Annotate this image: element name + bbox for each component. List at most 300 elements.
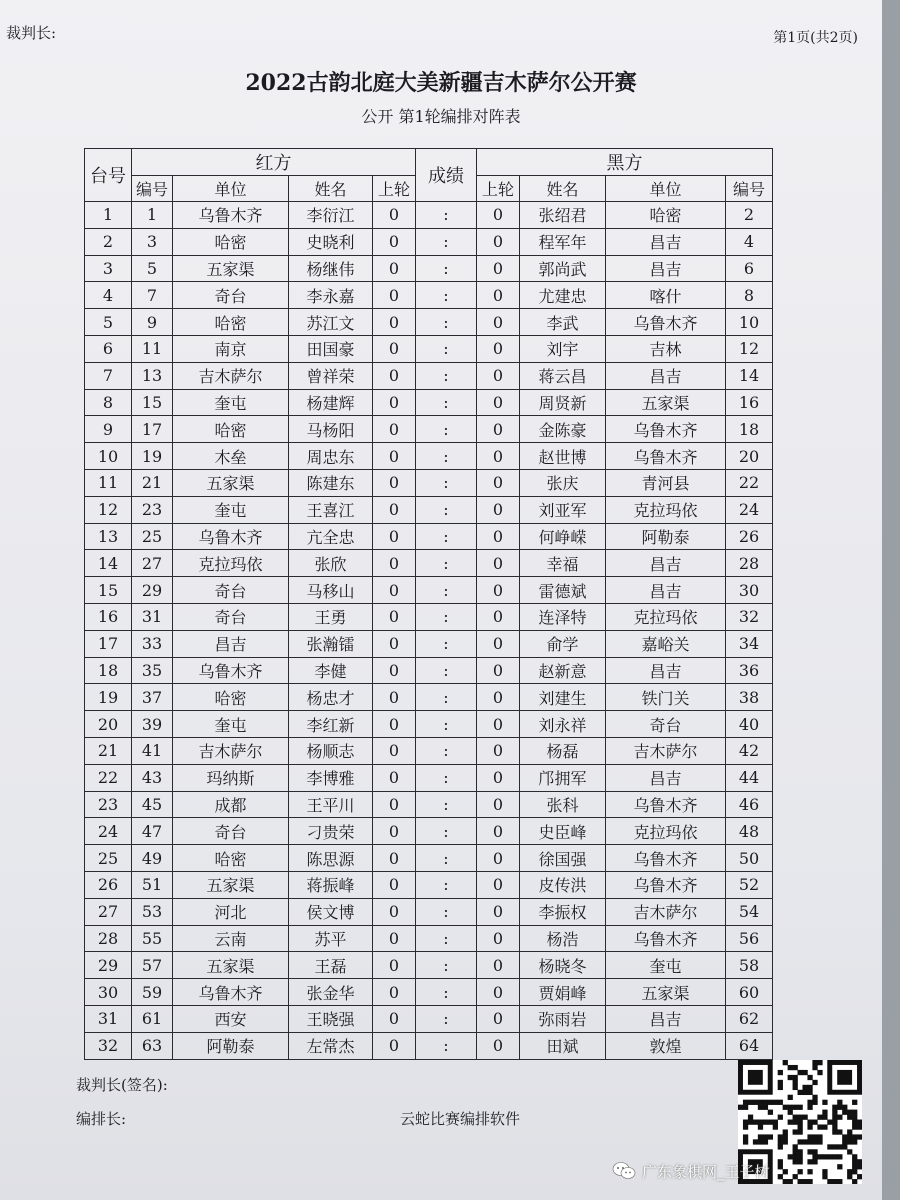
cell-black-name: 金陈豪: [520, 416, 606, 443]
header-red-no: 编号: [132, 176, 173, 202]
cell-black-name: 雷德斌: [520, 577, 606, 604]
cell-black-name: 徐国强: [520, 845, 606, 872]
cell-black-unit: 昌吉: [606, 362, 726, 389]
cell-red-prev: 0: [373, 952, 416, 979]
header-black-no: 编号: [726, 176, 773, 202]
cell-black-no: 40: [726, 711, 773, 738]
cell-red-no: 51: [132, 871, 173, 898]
cell-board: 15: [85, 577, 132, 604]
cell-board: 9: [85, 416, 132, 443]
cell-black-name: 弥雨岩: [520, 1005, 606, 1032]
cell-red-unit: 玛纳斯: [173, 764, 289, 791]
cell-black-unit: 昌吉: [606, 255, 726, 282]
cell-red-name: 王勇: [289, 603, 373, 630]
cell-board: 19: [85, 684, 132, 711]
cell-black-name: 杨浩: [520, 925, 606, 952]
cell-score: :: [416, 791, 477, 818]
cell-red-no: 45: [132, 791, 173, 818]
cell-black-prev: 0: [477, 282, 520, 309]
cell-red-name: 王平川: [289, 791, 373, 818]
cell-red-name: 李衍江: [289, 202, 373, 229]
table-row: [85, 255, 773, 282]
header-red-side: 红方: [132, 149, 416, 176]
cell-black-unit: 昌吉: [606, 228, 726, 255]
cell-black-unit: 五家渠: [606, 389, 726, 416]
cell-red-no: 31: [132, 603, 173, 630]
cell-red-prev: 0: [373, 979, 416, 1006]
cell-red-unit: 奇台: [173, 577, 289, 604]
cell-red-name: 周忠东: [289, 443, 373, 470]
cell-red-unit: 云南: [173, 925, 289, 952]
cell-red-unit: 吉木萨尔: [173, 362, 289, 389]
cell-red-prev: 0: [373, 1005, 416, 1032]
cell-black-name: 赵新意: [520, 657, 606, 684]
cell-red-name: 李健: [289, 657, 373, 684]
cell-board: 27: [85, 898, 132, 925]
table-row: [85, 630, 773, 657]
cell-black-prev: 0: [477, 818, 520, 845]
cell-red-name: 马移山: [289, 577, 373, 604]
cell-black-no: 60: [726, 979, 773, 1006]
cell-red-name: 马杨阳: [289, 416, 373, 443]
cell-red-prev: 0: [373, 469, 416, 496]
table-row: [85, 871, 773, 898]
cell-black-unit: 乌鲁木齐: [606, 443, 726, 470]
cell-red-prev: 0: [373, 523, 416, 550]
page-subtitle: 公开 第1轮编排对阵表: [361, 107, 521, 126]
table-row: [85, 818, 773, 845]
cell-red-unit: 哈密: [173, 416, 289, 443]
cell-red-no: 63: [132, 1032, 173, 1059]
cell-red-prev: 0: [373, 845, 416, 872]
cell-board: 26: [85, 871, 132, 898]
cell-black-no: 24: [726, 496, 773, 523]
cell-red-name: 王磊: [289, 952, 373, 979]
cell-score: :: [416, 255, 477, 282]
cell-red-no: 49: [132, 845, 173, 872]
header-result: 成绩: [416, 149, 477, 202]
header-red-unit: 单位: [173, 176, 289, 202]
cell-red-no: 1: [132, 202, 173, 229]
cell-red-name: 王喜江: [289, 496, 373, 523]
cell-black-unit: 乌鲁木齐: [606, 309, 726, 336]
cell-black-no: 30: [726, 577, 773, 604]
header-black-side: 黑方: [477, 149, 773, 176]
cell-score: :: [416, 711, 477, 738]
cell-black-prev: 0: [477, 898, 520, 925]
cell-red-name: 左常杰: [289, 1032, 373, 1059]
table-row: [85, 523, 773, 550]
software-credit: 云蛇比赛编排软件: [400, 1110, 521, 1128]
referee-label-top: 裁判长:: [6, 24, 57, 42]
cell-black-name: 李武: [520, 309, 606, 336]
table-row: [85, 496, 773, 523]
cell-red-prev: 0: [373, 202, 416, 229]
cell-board: 16: [85, 603, 132, 630]
cell-red-unit: 成都: [173, 791, 289, 818]
cell-red-name: 亢全忠: [289, 523, 373, 550]
table-row: [85, 577, 773, 604]
cell-black-no: 28: [726, 550, 773, 577]
cell-board: 5: [85, 309, 132, 336]
cell-black-prev: 0: [477, 523, 520, 550]
cell-red-name: 侯文博: [289, 898, 373, 925]
cell-red-unit: 吉木萨尔: [173, 737, 289, 764]
cell-score: :: [416, 818, 477, 845]
cell-red-prev: 0: [373, 496, 416, 523]
cell-black-name: 刘宇: [520, 335, 606, 362]
cell-red-prev: 0: [373, 791, 416, 818]
cell-black-prev: 0: [477, 845, 520, 872]
cell-red-prev: 0: [373, 1032, 416, 1059]
cell-board: 6: [85, 335, 132, 362]
table-row: [85, 309, 773, 336]
referee-sign-label: 裁判长(签名):: [76, 1076, 168, 1094]
cell-black-name: 刘建生: [520, 684, 606, 711]
cell-score: :: [416, 362, 477, 389]
cell-board: 25: [85, 845, 132, 872]
cell-board: 11: [85, 469, 132, 496]
cell-red-prev: 0: [373, 603, 416, 630]
cell-red-unit: 奎屯: [173, 389, 289, 416]
cell-red-unit: 乌鲁木齐: [173, 657, 289, 684]
cell-red-no: 61: [132, 1005, 173, 1032]
cell-black-prev: 0: [477, 791, 520, 818]
cell-black-unit: 克拉玛依: [606, 603, 726, 630]
cell-red-name: 杨继伟: [289, 255, 373, 282]
cell-red-name: 杨顺志: [289, 737, 373, 764]
cell-red-no: 29: [132, 577, 173, 604]
cell-red-no: 13: [132, 362, 173, 389]
cell-red-no: 19: [132, 443, 173, 470]
cell-black-prev: 0: [477, 362, 520, 389]
cell-red-prev: 0: [373, 550, 416, 577]
cell-red-name: 李博雅: [289, 764, 373, 791]
cell-black-name: 连泽特: [520, 603, 606, 630]
cell-score: :: [416, 952, 477, 979]
cell-board: 13: [85, 523, 132, 550]
cell-black-name: 俞学: [520, 630, 606, 657]
cell-board: 20: [85, 711, 132, 738]
page-info: 第1页(共2页): [773, 30, 858, 46]
cell-red-no: 11: [132, 335, 173, 362]
table-row: [85, 1005, 773, 1032]
cell-red-prev: 0: [373, 657, 416, 684]
cell-board: 12: [85, 496, 132, 523]
cell-board: 17: [85, 630, 132, 657]
cell-red-no: 39: [132, 711, 173, 738]
cell-black-name: 杨磊: [520, 737, 606, 764]
cell-black-prev: 0: [477, 255, 520, 282]
cell-score: :: [416, 309, 477, 336]
cell-score: :: [416, 737, 477, 764]
watermark: [612, 1158, 770, 1184]
cell-black-prev: 0: [477, 711, 520, 738]
cell-black-unit: 喀什: [606, 282, 726, 309]
cell-black-no: 42: [726, 737, 773, 764]
cell-red-prev: 0: [373, 282, 416, 309]
cell-black-prev: 0: [477, 469, 520, 496]
arranger-label: 编排长:: [76, 1110, 127, 1128]
cell-black-name: 幸福: [520, 550, 606, 577]
table-row: [85, 282, 773, 309]
cell-black-prev: 0: [477, 202, 520, 229]
cell-black-name: 尤建忠: [520, 282, 606, 309]
cell-red-unit: 五家渠: [173, 469, 289, 496]
cell-black-unit: 阿勒泰: [606, 523, 726, 550]
cell-red-prev: 0: [373, 309, 416, 336]
cell-black-prev: 0: [477, 603, 520, 630]
table-row: [85, 550, 773, 577]
cell-black-name: 刘亚军: [520, 496, 606, 523]
cell-red-name: 张金华: [289, 979, 373, 1006]
cell-board: 10: [85, 443, 132, 470]
cell-score: :: [416, 1032, 477, 1059]
cell-black-unit: 昌吉: [606, 764, 726, 791]
pairing-rows: [85, 202, 773, 1060]
cell-red-unit: 阿勒泰: [173, 1032, 289, 1059]
cell-red-name: 李永嘉: [289, 282, 373, 309]
cell-black-name: 张科: [520, 791, 606, 818]
cell-black-no: 20: [726, 443, 773, 470]
cell-red-unit: 南京: [173, 335, 289, 362]
cell-black-name: 何峥嵘: [520, 523, 606, 550]
cell-black-prev: 0: [477, 952, 520, 979]
cell-red-no: 55: [132, 925, 173, 952]
cell-red-unit: 奎屯: [173, 711, 289, 738]
cell-score: :: [416, 630, 477, 657]
cell-board: 32: [85, 1032, 132, 1059]
cell-red-no: 35: [132, 657, 173, 684]
cell-black-unit: 铁门关: [606, 684, 726, 711]
cell-red-name: 曾祥荣: [289, 362, 373, 389]
cell-red-unit: 五家渠: [173, 952, 289, 979]
cell-score: :: [416, 684, 477, 711]
cell-black-prev: 0: [477, 496, 520, 523]
cell-red-unit: 奇台: [173, 603, 289, 630]
cell-red-prev: 0: [373, 255, 416, 282]
table-row: [85, 469, 773, 496]
header-board: 台号: [85, 149, 132, 202]
cell-red-prev: 0: [373, 577, 416, 604]
cell-black-unit: 乌鲁木齐: [606, 871, 726, 898]
header-red-name: 姓名: [289, 176, 373, 202]
cell-red-name: 杨建辉: [289, 389, 373, 416]
cell-black-unit: 乌鲁木齐: [606, 416, 726, 443]
cell-black-no: 26: [726, 523, 773, 550]
cell-red-unit: 乌鲁木齐: [173, 979, 289, 1006]
cell-black-name: 贾娟峰: [520, 979, 606, 1006]
cell-board: 14: [85, 550, 132, 577]
cell-red-prev: 0: [373, 925, 416, 952]
cell-black-name: 田斌: [520, 1032, 606, 1059]
cell-red-prev: 0: [373, 871, 416, 898]
cell-black-no: 52: [726, 871, 773, 898]
cell-black-prev: 0: [477, 925, 520, 952]
cell-black-prev: 0: [477, 764, 520, 791]
cell-red-no: 25: [132, 523, 173, 550]
cell-score: :: [416, 202, 477, 229]
cell-black-no: 12: [726, 335, 773, 362]
cell-red-no: 47: [132, 818, 173, 845]
cell-black-prev: 0: [477, 228, 520, 255]
cell-black-no: 36: [726, 657, 773, 684]
cell-red-no: 3: [132, 228, 173, 255]
cell-board: 29: [85, 952, 132, 979]
cell-black-no: 34: [726, 630, 773, 657]
cell-red-prev: 0: [373, 764, 416, 791]
cell-red-unit: 哈密: [173, 684, 289, 711]
cell-black-no: 32: [726, 603, 773, 630]
cell-score: :: [416, 496, 477, 523]
table-row: [85, 684, 773, 711]
cell-board: 23: [85, 791, 132, 818]
cell-black-no: 38: [726, 684, 773, 711]
cell-black-prev: 0: [477, 1032, 520, 1059]
cell-black-unit: 昌吉: [606, 657, 726, 684]
cell-red-prev: 0: [373, 630, 416, 657]
cell-red-prev: 0: [373, 711, 416, 738]
cell-black-name: 史臣峰: [520, 818, 606, 845]
cell-black-unit: 嘉峪关: [606, 630, 726, 657]
table-row: [85, 979, 773, 1006]
table-row: [85, 711, 773, 738]
cell-black-unit: 敦煌: [606, 1032, 726, 1059]
cell-board: 31: [85, 1005, 132, 1032]
cell-red-prev: 0: [373, 737, 416, 764]
table-row: [85, 764, 773, 791]
cell-score: :: [416, 443, 477, 470]
cell-board: 18: [85, 657, 132, 684]
cell-red-unit: 乌鲁木齐: [173, 523, 289, 550]
header-black-unit: 单位: [606, 176, 726, 202]
cell-board: 24: [85, 818, 132, 845]
cell-black-name: 蒋云昌: [520, 362, 606, 389]
cell-red-name: 陈思源: [289, 845, 373, 872]
cell-black-name: 张绍君: [520, 202, 606, 229]
cell-black-unit: 昌吉: [606, 577, 726, 604]
table-row: [85, 416, 773, 443]
cell-board: 3: [85, 255, 132, 282]
cell-black-prev: 0: [477, 979, 520, 1006]
cell-black-prev: 0: [477, 577, 520, 604]
cell-black-prev: 0: [477, 335, 520, 362]
cell-board: 8: [85, 389, 132, 416]
table-row: [85, 603, 773, 630]
cell-red-unit: 奇台: [173, 282, 289, 309]
cell-board: 21: [85, 737, 132, 764]
cell-red-prev: 0: [373, 335, 416, 362]
cell-black-no: 4: [726, 228, 773, 255]
cell-red-no: 43: [132, 764, 173, 791]
cell-score: :: [416, 335, 477, 362]
cell-score: :: [416, 228, 477, 255]
cell-red-no: 23: [132, 496, 173, 523]
cell-black-unit: 五家渠: [606, 979, 726, 1006]
cell-black-prev: 0: [477, 737, 520, 764]
cell-red-unit: 奎屯: [173, 496, 289, 523]
cell-board: 30: [85, 979, 132, 1006]
cell-red-unit: 河北: [173, 898, 289, 925]
table-row: [85, 925, 773, 952]
cell-black-name: 周贤新: [520, 389, 606, 416]
cell-black-unit: 克拉玛依: [606, 818, 726, 845]
cell-black-prev: 0: [477, 550, 520, 577]
cell-red-no: 57: [132, 952, 173, 979]
cell-black-no: 18: [726, 416, 773, 443]
cell-red-no: 9: [132, 309, 173, 336]
cell-black-unit: 奎屯: [606, 952, 726, 979]
table-row: [85, 228, 773, 255]
cell-board: 28: [85, 925, 132, 952]
cell-board: 1: [85, 202, 132, 229]
cell-black-no: 48: [726, 818, 773, 845]
table-row: [85, 443, 773, 470]
cell-score: :: [416, 523, 477, 550]
cell-board: 4: [85, 282, 132, 309]
cell-red-unit: 哈密: [173, 845, 289, 872]
cell-score: :: [416, 469, 477, 496]
cell-black-no: 6: [726, 255, 773, 282]
cell-red-unit: 五家渠: [173, 871, 289, 898]
table-row: [85, 362, 773, 389]
cell-red-no: 41: [132, 737, 173, 764]
cell-black-no: 64: [726, 1032, 773, 1059]
page-title: 2022古韵北庭大美新疆吉木萨尔公开赛: [245, 70, 637, 96]
cell-black-unit: 昌吉: [606, 1005, 726, 1032]
cell-black-name: 邝拥军: [520, 764, 606, 791]
cell-black-unit: 克拉玛依: [606, 496, 726, 523]
cell-black-unit: 乌鲁木齐: [606, 791, 726, 818]
cell-red-name: 张欣: [289, 550, 373, 577]
header-red-prev: 上轮: [373, 176, 416, 202]
cell-red-no: 17: [132, 416, 173, 443]
cell-red-name: 杨忠才: [289, 684, 373, 711]
cell-score: :: [416, 389, 477, 416]
cell-red-prev: 0: [373, 389, 416, 416]
cell-black-no: 44: [726, 764, 773, 791]
cell-red-no: 21: [132, 469, 173, 496]
cell-black-name: 郭尚武: [520, 255, 606, 282]
cell-score: :: [416, 657, 477, 684]
cell-black-prev: 0: [477, 684, 520, 711]
cell-red-no: 27: [132, 550, 173, 577]
cell-red-name: 苏江文: [289, 309, 373, 336]
cell-red-unit: 奇台: [173, 818, 289, 845]
cell-red-prev: 0: [373, 684, 416, 711]
table-row: [85, 389, 773, 416]
cell-red-unit: 木垒: [173, 443, 289, 470]
cell-red-unit: 西安: [173, 1005, 289, 1032]
cell-black-unit: 乌鲁木齐: [606, 845, 726, 872]
cell-red-name: 王晓强: [289, 1005, 373, 1032]
cell-black-no: 58: [726, 952, 773, 979]
cell-red-prev: 0: [373, 818, 416, 845]
cell-black-no: 10: [726, 309, 773, 336]
cell-black-unit: 吉木萨尔: [606, 898, 726, 925]
cell-red-prev: 0: [373, 898, 416, 925]
cell-black-unit: 吉木萨尔: [606, 737, 726, 764]
cell-red-prev: 0: [373, 362, 416, 389]
table-row: [85, 657, 773, 684]
cell-black-no: 2: [726, 202, 773, 229]
cell-score: :: [416, 871, 477, 898]
cell-black-unit: 哈密: [606, 202, 726, 229]
cell-red-unit: 乌鲁木齐: [173, 202, 289, 229]
cell-black-prev: 0: [477, 871, 520, 898]
cell-black-name: 张庆: [520, 469, 606, 496]
cell-red-name: 苏平: [289, 925, 373, 952]
